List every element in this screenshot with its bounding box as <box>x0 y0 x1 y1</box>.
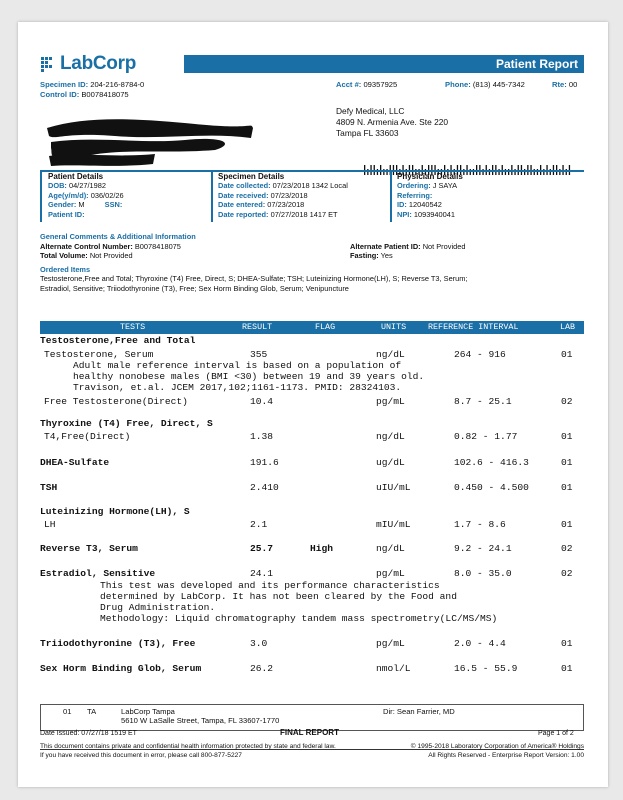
lab-code: 01 <box>561 431 573 442</box>
test-note-line: Adult male reference interval is based on a population of <box>73 360 402 371</box>
clinic-address-line1: 4809 N. Armenia Ave. Ste 220 <box>336 117 449 127</box>
result-value: 26.2 <box>250 663 274 674</box>
result-units: ng/dL <box>376 349 405 360</box>
copyright-1: © 1995-2018 Laboratory Corporation of America® Holdings <box>410 743 584 750</box>
rte-value: 00 <box>568 80 578 89</box>
result-units: nmol/L <box>376 663 411 674</box>
control-id: B0078418075 <box>81 90 129 99</box>
clinic-name: Defy Medical, LLC <box>336 106 405 116</box>
test-note-line: healthy nonobese males (BMI <30) between 19 and 39 years old. <box>73 371 425 382</box>
lab-code: 01 <box>561 349 573 360</box>
specimen-id: 204-216-8784-0 <box>90 80 145 89</box>
patient-details: Patient Details DOB: 04/27/1982 Age(y/m/d): 036/02/26 Gender: M SSN: Patient ID: <box>40 172 210 219</box>
lab-site: TA <box>87 707 97 716</box>
lab-code: 01 <box>561 482 573 493</box>
result-value: 355 <box>250 349 268 360</box>
performing-lab-box <box>40 704 584 731</box>
reference-interval: 264 - 916 <box>454 349 506 360</box>
col-result: RESULT <box>242 322 273 332</box>
test-group-name: Testosterone,Free and Total <box>40 335 196 346</box>
acct-line: Acct #: 09357925 <box>336 80 398 89</box>
test-group-name: Estradiol, Sensitive <box>40 568 156 579</box>
result-flag: High <box>310 543 334 554</box>
lab-code: 01 <box>561 663 573 674</box>
control-id-line: Control ID: B0078418075 <box>40 90 129 99</box>
acct-number: 09357925 <box>363 80 398 89</box>
phone-number: (813) 445-7342 <box>472 80 525 89</box>
result-units: uIU/mL <box>376 482 411 493</box>
clinic-address-line2: Tampa FL 33603 <box>336 128 399 138</box>
patient-details-heading: Patient Details <box>48 172 104 181</box>
reference-interval: 9.2 - 24.1 <box>454 543 512 554</box>
ordered-items-line1: Testosterone,Free and Total; Thyroxine (T4) Free, Direct, S; DHEA-Sulfate; TSH; Luteinizing Hormone(LH), S; Reverse T3, Serum; <box>40 274 468 283</box>
privacy-notice-1: This document contains private and confidential health information protected by state and federal law. <box>40 743 336 750</box>
test-group-name: Triiodothyronine (T3), Free <box>40 638 196 649</box>
specimen-details-heading: Specimen Details <box>218 172 285 181</box>
result-units: mIU/mL <box>376 519 411 530</box>
result-units: ug/dL <box>376 457 405 468</box>
fasting: Yes <box>380 251 393 260</box>
test-group-name: DHEA-Sulfate <box>40 457 110 468</box>
labcorp-mark-icon <box>40 55 58 73</box>
result-value: 2.1 <box>250 519 268 530</box>
result-value: 3.0 <box>250 638 268 649</box>
ordered-items-line2: Estradiol, Sensitive; Triiodothyronine (T3), Free; Sex Horm Binding Glob, Serum; Venipuncture <box>40 283 349 293</box>
test-note-line: This test was developed and its performance characteristics <box>100 580 440 591</box>
brand-name: LabCorp <box>60 53 137 74</box>
test-name: T4,Free(Direct) <box>44 431 131 442</box>
result-units: pg/mL <box>376 568 405 579</box>
alt-patient-id: Not Provided <box>422 241 466 251</box>
date-collected: 07/23/2018 1342 Local <box>272 181 348 190</box>
report-title-bar <box>184 55 584 73</box>
result-value: 25.7 <box>250 543 274 554</box>
col-lab: LAB <box>560 322 576 332</box>
clinic-address <box>336 106 448 139</box>
date-entered: 07/23/2018 <box>267 200 305 209</box>
test-note-line: Methodology: Liquid chromatography tandem mass spectrometry(LC/MS/MS) <box>100 613 498 624</box>
result-value: 1.38 <box>250 431 274 442</box>
test-name: Free Testosterone(Direct) <box>44 396 188 407</box>
results-table-header <box>40 321 584 334</box>
test-note-line: Drug Administration. <box>100 602 216 613</box>
lab-code: 01 <box>561 457 573 468</box>
labcorp-logo <box>40 54 185 74</box>
reference-interval: 0.450 - 4.500 <box>454 482 529 493</box>
lab-code: 02 <box>561 396 573 407</box>
test-note-line: determined by LabCorp. It has not been cleared by the Food and <box>100 591 457 602</box>
col-flag: FLAG <box>315 322 336 332</box>
general-comments: General Comments & Additional Information Alternate Control Number: B0078418075 Alternate Patient ID: Not Provided Total Volume: Not Provided Fasting: Yes Ordered Items Testosterone,Free and Total; Thyroxine (T4) Free, Direct, S; DHEA-Sulfate; TSH; Luteinizing Hormone(LH), S; Reverse T3, Serum; Estradiol, Sensitive; Triiodothyronine (T3), Free; Sex Horm Binding Glob, Serum; Venipuncture <box>40 232 584 293</box>
report-page <box>18 22 608 787</box>
ordered-items-heading: Ordered Items <box>40 264 91 274</box>
test-name: LH <box>44 519 56 530</box>
privacy-notice-2: If you have received this document in error, please call 800-877-5227 <box>40 752 242 759</box>
npi: 1093940041 <box>413 209 455 219</box>
result-value: 10.4 <box>250 396 274 407</box>
date-issued: Date Issued: 07/27/18 1519 ET <box>40 730 137 737</box>
phone-line: Phone: (813) 445-7342 <box>445 80 525 89</box>
physician-id: 12040542 <box>408 200 442 209</box>
ordering-physician: J SAYA <box>432 181 458 190</box>
lab-code: 02 <box>561 543 573 554</box>
redacted-patient-info <box>45 114 255 169</box>
reference-interval: 16.5 - 55.9 <box>454 663 518 674</box>
lab-code: 01 <box>561 638 573 649</box>
report-status: FINAL REPORT <box>280 728 339 737</box>
lab-address: 5610 W LaSalle Street, Tampa, FL 33607-1770 <box>121 716 280 725</box>
dob: 04/27/1982 <box>68 181 106 190</box>
lab-code: 01 <box>561 519 573 530</box>
lab-name: LabCorp Tampa <box>121 707 175 716</box>
result-units: pg/mL <box>376 638 405 649</box>
specimen-id-line: Specimen ID: 204-216-8784-0 <box>40 80 145 89</box>
result-value: 2.410 <box>250 482 279 493</box>
result-value: 24.1 <box>250 568 274 579</box>
reference-interval: 1.7 - 8.6 <box>454 519 506 530</box>
lab-code: 01 <box>63 707 72 716</box>
test-group-name: Luteinizing Hormone(LH), S <box>40 506 190 517</box>
date-received: 07/23/2018 <box>270 190 308 200</box>
specimen-details: Specimen Details Date collected: 07/23/2018 1342 Local Date received: 07/23/2018 Date entered: 07/23/2018 Date reported: 07/27/2018 1417 ET <box>211 172 389 219</box>
comments-heading: General Comments & Additional Information <box>40 232 196 241</box>
result-units: pg/mL <box>376 396 405 407</box>
test-note-line: Travison, et.al. JCEM 2017,102;1161-1173. PMID: 28324103. <box>73 382 402 393</box>
report-title: Patient Report <box>495 57 578 71</box>
copyright-2: All Rights Reserved - Enterprise Report Version: 1.00 <box>428 752 584 759</box>
col-reference: REFERENCE INTERVAL <box>428 322 519 332</box>
test-group-name: Thyroxine (T4) Free, Direct, S <box>40 418 213 429</box>
lab-director: Dir: Sean Farrier, MD <box>383 707 455 716</box>
total-volume: Not Provided <box>89 251 133 260</box>
result-units: ng/dL <box>376 543 405 554</box>
reference-interval: 8.0 - 35.0 <box>454 568 512 579</box>
result-value: 191.6 <box>250 457 279 468</box>
reference-interval: 0.82 - 1.77 <box>454 431 518 442</box>
date-reported: 07/27/2018 1417 ET <box>270 209 338 219</box>
test-group-name: Reverse T3, Serum <box>40 543 138 554</box>
test-group-name: TSH <box>40 482 58 493</box>
reference-interval: 2.0 - 4.4 <box>454 638 506 649</box>
physician-details: Physician Details Ordering: J SAYA Referring: ID: 12040542 NPI: 1093940041 <box>390 172 580 219</box>
col-tests: TESTS <box>120 322 146 332</box>
result-units: ng/dL <box>376 431 405 442</box>
gender: M <box>78 200 85 209</box>
rte-line: Rte: 00 <box>552 80 578 89</box>
col-units: UNITS <box>381 322 407 332</box>
lab-code: 02 <box>561 568 573 579</box>
test-name: Testosterone, Serum <box>44 349 154 360</box>
page-number: Page 1 of 2 <box>538 730 574 737</box>
test-group-name: Sex Horm Binding Glob, Serum <box>40 663 202 674</box>
age: 036/02/26 <box>90 190 124 200</box>
physician-details-heading: Physician Details <box>397 172 463 181</box>
reference-interval: 102.6 - 416.3 <box>454 457 529 468</box>
alt-control-number: B0078418075 <box>134 241 181 251</box>
reference-interval: 8.7 - 25.1 <box>454 396 512 407</box>
